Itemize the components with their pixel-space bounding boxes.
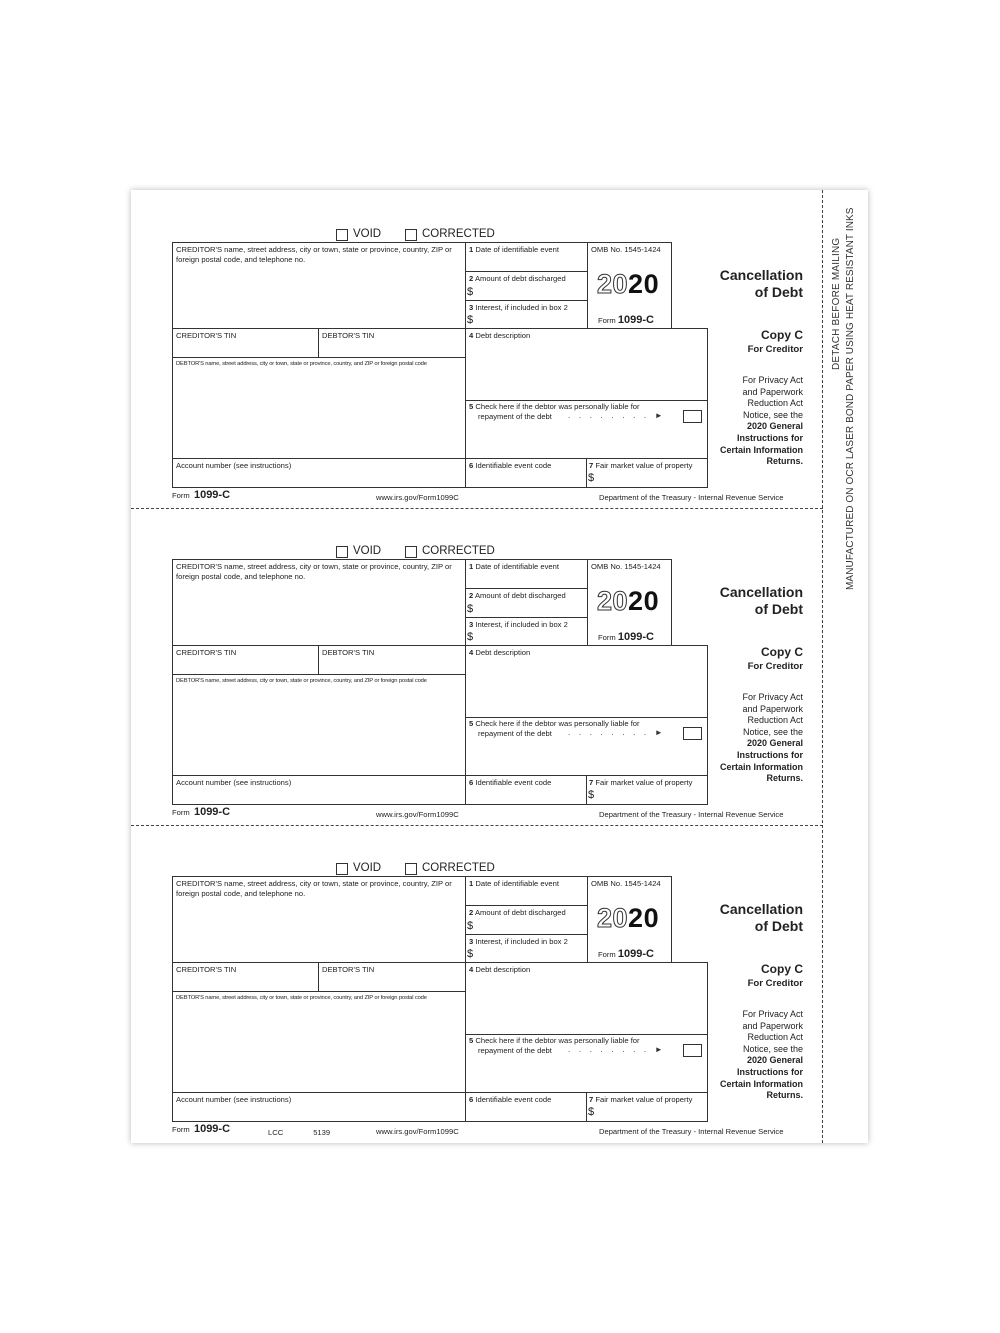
privacy-notice: For Privacy Act and Paperwork Reduction Act Notice, see the 2020 General Instructions for Certain Information Returns. <box>719 692 803 784</box>
corrected-label: CORRECTED <box>422 545 495 557</box>
creditor-info-label: CREDITOR'S name, street address, city or town, state or province, country, ZIP or foreign postal code, and telephone no. <box>176 879 452 898</box>
box1-field[interactable] <box>465 876 588 906</box>
form-code: 5139 <box>313 1128 331 1137</box>
void-checkbox[interactable] <box>336 863 348 875</box>
box2-dollar-sign: $ <box>467 603 474 615</box>
form-number: 1099-C <box>617 631 654 643</box>
box5-label: Check here if the debtor was personally liable for <box>475 1036 640 1045</box>
department-label: Department of the Treasury - Internal Revenue Service <box>599 810 784 819</box>
detach-line-1 <box>131 508 823 509</box>
creditor-tin-field[interactable] <box>172 328 319 358</box>
box1-field[interactable] <box>465 559 588 589</box>
form-title: Cancellation of Debt <box>719 267 803 300</box>
void-checkbox[interactable] <box>336 546 348 558</box>
box4-label: Debt description <box>475 331 531 340</box>
box2-label: Amount of debt discharged <box>474 908 566 917</box>
void-checkbox[interactable] <box>336 229 348 241</box>
form-word: Form <box>598 316 616 325</box>
box7-number: 7 <box>589 461 594 470</box>
box4-field[interactable] <box>465 328 708 401</box>
box7-label: Fair market value of property <box>595 461 693 470</box>
debtor-tin-label: DEBTOR'S TIN <box>322 648 375 657</box>
box2-field[interactable] <box>465 588 588 618</box>
debtor-info-field[interactable] <box>172 674 466 776</box>
box3-dollar-sign: $ <box>467 631 474 643</box>
footer-form-word: Form <box>172 491 190 500</box>
form-word: Form <box>598 633 616 642</box>
corrected-checkbox[interactable] <box>405 229 417 241</box>
omb-number: OMB No. 1545-1424 <box>591 562 661 571</box>
box7-dollar-sign: $ <box>588 789 595 801</box>
creditor-info-field[interactable] <box>172 559 466 646</box>
box7-field[interactable] <box>586 458 708 488</box>
box5-number: 5 <box>469 719 474 728</box>
form-1099c-copy-2 <box>131 514 868 819</box>
box6-field[interactable] <box>465 458 587 488</box>
form-title: Cancellation of Debt <box>719 584 803 617</box>
box5-number: 5 <box>469 1036 474 1045</box>
box6-number: 6 <box>469 1095 474 1104</box>
box7-number: 7 <box>589 1095 594 1104</box>
box5-field <box>465 717 708 776</box>
box7-label: Fair market value of property <box>595 1095 693 1104</box>
box7-number: 7 <box>589 778 594 787</box>
for-creditor-label: For Creditor <box>747 344 803 355</box>
box1-label: Date of identifiable event <box>475 562 559 571</box>
box6-number: 6 <box>469 778 474 787</box>
void-label: VOID <box>353 228 382 240</box>
account-number-label: Account number (see instructions) <box>176 461 292 470</box>
debtor-tin-label: DEBTOR'S TIN <box>322 965 375 974</box>
box5-checkbox[interactable] <box>683 410 702 423</box>
department-label: Department of the Treasury - Internal Revenue Service <box>599 493 784 502</box>
box7-field[interactable] <box>586 1092 708 1122</box>
footer-form-number: 1099-C <box>193 806 231 818</box>
creditor-tin-field[interactable] <box>172 645 319 675</box>
box3-field[interactable] <box>465 934 588 963</box>
creditor-tin-label: CREDITOR'S TIN <box>176 331 237 340</box>
copy-label: Copy C <box>761 645 803 659</box>
account-number-field[interactable] <box>172 775 466 805</box>
box4-number: 4 <box>469 965 474 974</box>
footer-form-word: Form <box>172 808 190 817</box>
box3-field[interactable] <box>465 617 588 646</box>
tax-year <box>597 586 659 617</box>
box4-label: Debt description <box>475 648 531 657</box>
omb-number: OMB No. 1545-1424 <box>591 245 661 254</box>
debtor-info-label: DEBTOR'S name, street address, city or town, state or province, country, and ZIP or foreign postal code <box>176 361 427 367</box>
account-number-field[interactable] <box>172 458 466 488</box>
box2-number: 2 <box>469 274 474 283</box>
box2-label: Amount of debt discharged <box>474 274 566 283</box>
box5-field <box>465 400 708 459</box>
tax-year-prefix: 20 <box>597 903 629 933</box>
box2-dollar-sign: $ <box>467 920 474 932</box>
box3-dollar-sign: $ <box>467 314 474 326</box>
box4-number: 4 <box>469 331 474 340</box>
box1-field[interactable] <box>465 242 588 272</box>
debtor-info-label: DEBTOR'S name, street address, city or town, state or province, country, and ZIP or foreign postal code <box>176 995 427 1001</box>
box2-number: 2 <box>469 908 474 917</box>
box2-field[interactable] <box>465 271 588 301</box>
box2-dollar-sign: $ <box>467 286 474 298</box>
creditor-tin-field[interactable] <box>172 962 319 992</box>
account-number-label: Account number (see instructions) <box>176 778 292 787</box>
corrected-checkbox[interactable] <box>405 863 417 875</box>
box5-leader: . . . . . . . . ► <box>568 411 666 420</box>
account-number-label: Account number (see instructions) <box>176 1095 292 1104</box>
box6-label: Identifiable event code <box>475 778 552 787</box>
box1-number: 1 <box>469 562 474 571</box>
tax-year-suffix: 20 <box>628 586 660 616</box>
debtor-info-field[interactable] <box>172 357 466 459</box>
account-number-field[interactable] <box>172 1092 466 1122</box>
tax-year-suffix: 20 <box>628 903 660 933</box>
irs-website: www.irs.gov/Form1099C <box>376 493 459 502</box>
copy-label: Copy C <box>761 962 803 976</box>
debtor-tin-field[interactable] <box>318 328 466 358</box>
department-label: Department of the Treasury - Internal Revenue Service <box>599 1127 784 1136</box>
box4-field[interactable] <box>465 962 708 1035</box>
box5-label: Check here if the debtor was personally liable for <box>475 719 640 728</box>
debtor-info-field[interactable] <box>172 991 466 1093</box>
box5-checkbox[interactable] <box>683 727 702 740</box>
form-word: Form <box>598 950 616 959</box>
creditor-tin-label: CREDITOR'S TIN <box>176 648 237 657</box>
box1-label: Date of identifiable event <box>475 245 559 254</box>
copy-label: Copy C <box>761 328 803 342</box>
tax-year <box>597 903 659 934</box>
corrected-checkbox[interactable] <box>405 546 417 558</box>
box5-number: 5 <box>469 402 474 411</box>
box7-field[interactable] <box>586 775 708 805</box>
debtor-info-label: DEBTOR'S name, street address, city or town, state or province, country, and ZIP or foreign postal code <box>176 678 427 684</box>
tax-year-prefix: 20 <box>597 586 629 616</box>
footer-form-number: 1099-C <box>193 1123 231 1135</box>
for-creditor-label: For Creditor <box>747 661 803 672</box>
box1-label: Date of identifiable event <box>475 879 559 888</box>
box1-number: 1 <box>469 879 474 888</box>
box2-label: Amount of debt discharged <box>474 591 566 600</box>
lcc-code: LCC <box>268 1128 284 1137</box>
box3-label: Interest, if included in box 2 <box>475 303 568 312</box>
form-title: Cancellation of Debt <box>719 901 803 934</box>
void-label: VOID <box>353 862 382 874</box>
box6-label: Identifiable event code <box>475 461 552 470</box>
box6-number: 6 <box>469 461 474 470</box>
corrected-label: CORRECTED <box>422 862 495 874</box>
privacy-notice: For Privacy Act and Paperwork Reduction Act Notice, see the 2020 General Instructions for Certain Information Returns. <box>719 1009 803 1101</box>
omb-year-box <box>587 876 672 963</box>
box5-label-line2: repayment of the debt <box>478 412 552 421</box>
box4-label: Debt description <box>475 965 531 974</box>
tax-year <box>597 269 659 300</box>
creditor-tin-label: CREDITOR'S TIN <box>176 965 237 974</box>
detach-notice: DETACH BEFORE MAILING <box>831 237 842 370</box>
corrected-label: CORRECTED <box>422 228 495 240</box>
form-sheet <box>131 190 868 1143</box>
box1-number: 1 <box>469 245 474 254</box>
for-creditor-label: For Creditor <box>747 978 803 989</box>
box4-field[interactable] <box>465 645 708 718</box>
omb-number: OMB No. 1545-1424 <box>591 879 661 888</box>
box6-field[interactable] <box>465 1092 587 1122</box>
void-label: VOID <box>353 545 382 557</box>
box6-label: Identifiable event code <box>475 1095 552 1104</box>
form-1099c-copy-3 <box>131 831 868 1137</box>
box5-field <box>465 1034 708 1093</box>
box6-field[interactable] <box>465 775 587 805</box>
omb-year-box <box>587 242 672 329</box>
debtor-tin-label: DEBTOR'S TIN <box>322 331 375 340</box>
privacy-notice: For Privacy Act and Paperwork Reduction Act Notice, see the 2020 General Instructions for Certain Information Returns. <box>719 375 803 467</box>
box5-leader: . . . . . . . . ► <box>568 728 666 737</box>
box7-label: Fair market value of property <box>595 778 693 787</box>
box5-label-line2: repayment of the debt <box>478 1046 552 1055</box>
box3-label: Interest, if included in box 2 <box>475 620 568 629</box>
detach-line-2 <box>131 825 823 826</box>
omb-year-box <box>587 559 672 646</box>
form-1099c-copy-1 <box>131 197 868 502</box>
box3-number: 3 <box>469 303 474 312</box>
debtor-tin-field[interactable] <box>318 645 466 675</box>
box5-leader: . . . . . . . . ► <box>568 1045 666 1054</box>
irs-website: www.irs.gov/Form1099C <box>376 810 459 819</box>
box5-label-line2: repayment of the debt <box>478 729 552 738</box>
creditor-info-label: CREDITOR'S name, street address, city or town, state or province, country, ZIP or foreign postal code, and telephone no. <box>176 245 452 264</box>
box2-field[interactable] <box>465 905 588 935</box>
box3-dollar-sign: $ <box>467 948 474 960</box>
box2-number: 2 <box>469 591 474 600</box>
box3-number: 3 <box>469 620 474 629</box>
manufacturer-notice: MANUFACTURED ON OCR LASER BOND PAPER USING HEAT RESISTANT INKS <box>845 207 856 590</box>
box7-dollar-sign: $ <box>588 472 595 484</box>
box3-field[interactable] <box>465 300 588 329</box>
footer-form-word: Form <box>172 1125 190 1134</box>
box4-number: 4 <box>469 648 474 657</box>
form-number: 1099-C <box>617 314 654 326</box>
creditor-info-field[interactable] <box>172 242 466 329</box>
box5-checkbox[interactable] <box>683 1044 702 1057</box>
box7-dollar-sign: $ <box>588 1106 595 1118</box>
debtor-tin-field[interactable] <box>318 962 466 992</box>
box3-label: Interest, if included in box 2 <box>475 937 568 946</box>
tax-year-prefix: 20 <box>597 269 629 299</box>
creditor-info-field[interactable] <box>172 876 466 963</box>
box5-label: Check here if the debtor was personally liable for <box>475 402 640 411</box>
footer-form-number: 1099-C <box>193 489 231 501</box>
tax-year-suffix: 20 <box>628 269 660 299</box>
creditor-info-label: CREDITOR'S name, street address, city or town, state or province, country, ZIP or foreign postal code, and telephone no. <box>176 562 452 581</box>
irs-website: www.irs.gov/Form1099C <box>376 1127 459 1136</box>
form-number: 1099-C <box>617 948 654 960</box>
box3-number: 3 <box>469 937 474 946</box>
